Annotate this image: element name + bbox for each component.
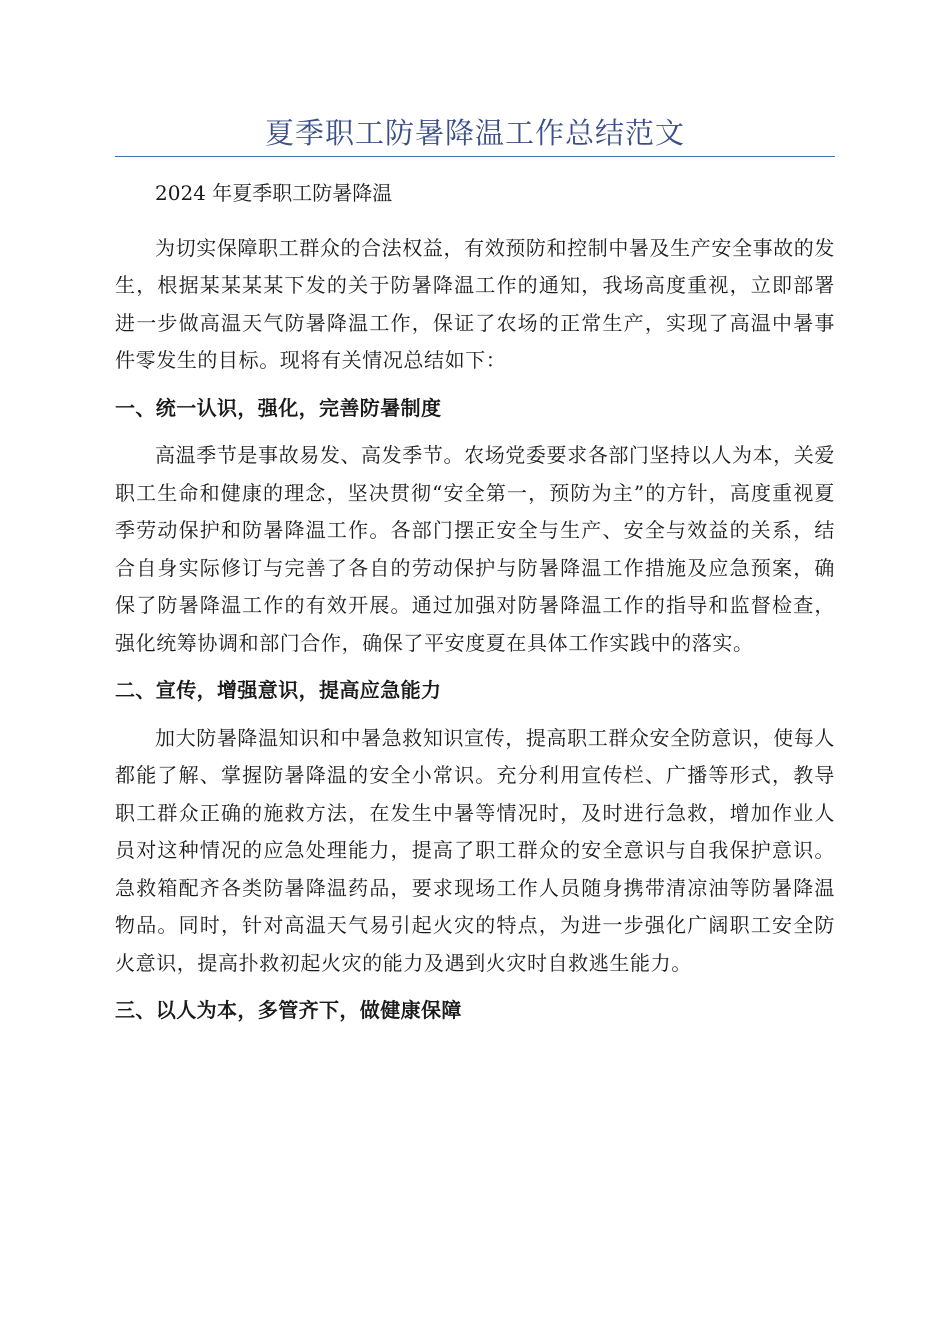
document-page — [115, 110, 835, 1040]
section-3 — [115, 992, 835, 1030]
section-heading: 二、宣传，增强意识，提高应急能力 — [115, 678, 442, 702]
section-1 — [115, 390, 835, 663]
section-heading: 三、以人为本，多管齐下，做健康保障 — [115, 998, 462, 1022]
section-body: 高温季节是事故易发、高发季节。农场党委要求各部门坚持以人为本，关爱职工生命和健康的理念，坚决贯彻“安全第一，预防为主”的方针，高度重视夏季劳动保护和防暑降温工作。各部门摆正安全与生产、安全与效益的关系，结合自身实际修订与完善了各自的劳动保护与防暑降温工作措施及应急预案，确保了防暑降温工作的有效开展。通过加强对防暑降温工作的指导和监督检查，强化统筹协调和部门合作，确保了平安度夏在具体工作实践中的落实。 — [115, 443, 835, 655]
section-body: 加大防暑降温知识和中暑急救知识宣传，提高职工群众安全防意识，使每人都能了解、掌握防暑降温的安全小常识。充分利用宣传栏、广播等形式，教导职工群众正确的施救方法，在发生中暑等情况时，及时进行急救，增加作业人员对这种情况的应急处理能力，提高了职工群众的安全意识与自我保护意识。急救箱配齐各类防暑降温药品，要求现场工作人员随身携带清凉油等防暑降温物品。同时，针对高温天气易引起火灾的特点，为进一步强化广阔职工安全防火意识，提高扑救初起火灾的能力及遇到火灾时自救逃生能力。 — [115, 725, 835, 975]
title-underline — [115, 156, 835, 157]
document-title: 夏季职工防暑降温工作总结范文 — [264, 116, 685, 150]
document-subtitle: 2024 年夏季职工防暑降温 — [155, 181, 393, 205]
section-2 — [115, 672, 835, 982]
section-heading: 一、统一认识，强化，完善防暑制度 — [115, 395, 442, 420]
intro-paragraph: 为切实保障职工群众的合法权益，有效预防和控制中暑及生产安全事故的发生，根据某某某某下发的关于防暑降温工作的通知，我场高度重视，立即部署进一步做高温天气防暑降温工作，保证了农场的正常生产，实现了高温中暑事件零发生的目标。现将有关情况总结如下： — [115, 235, 835, 372]
